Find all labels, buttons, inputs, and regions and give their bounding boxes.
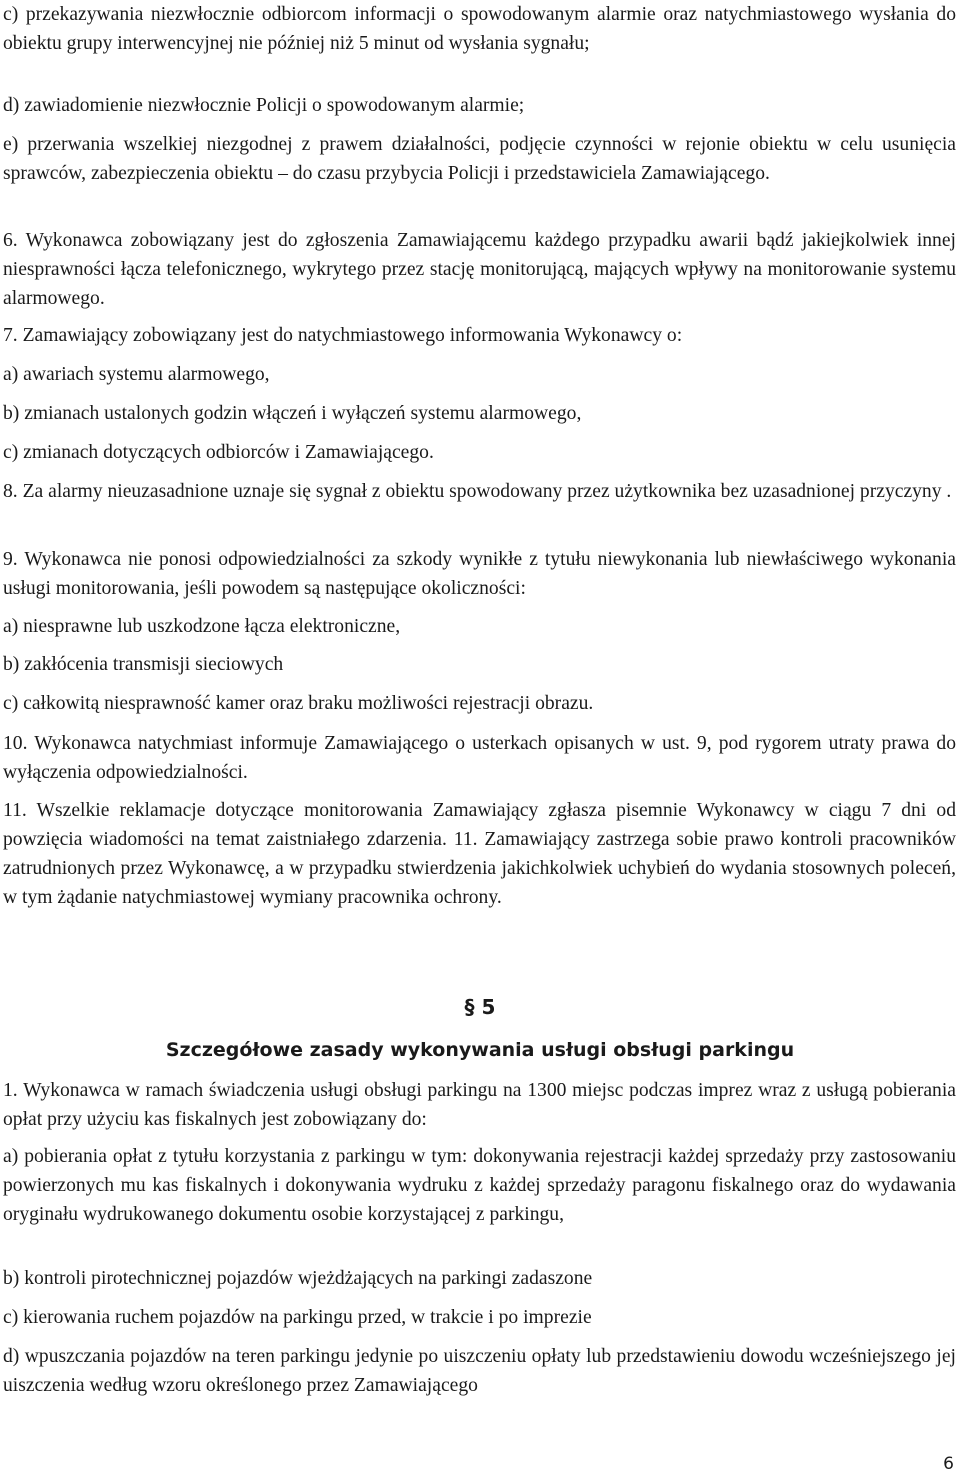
paragraph-9c: c) całkowitą niesprawność kamer oraz braku możliwości rejestracji obrazu. xyxy=(3,693,594,714)
paragraph-c-alarm-notification: c) przekazywania niezwłocznie odbiorcom informacji o spowodowanym alarmie oraz natychmiastowego wysłania do obiektu grupy interwencyjnej nie później niż 5 minut od wysłania sygnału; xyxy=(3,4,956,54)
paragraph-e-interrupt-activity: e) przerwania wszelkiej niezgodnej z prawem działalności, podjęcie czynności w rejonie obiektu w celu usunięcia sprawców, zabezpieczenia obiektu – do czasu przybycia Policji i przedstawiciela Zamawiającego. xyxy=(3,134,956,184)
page-number: 6 xyxy=(943,1454,954,1474)
paragraph-7: 7. Zamawiający zobowiązany jest do natychmiastowego informowania Wykonawcy o: xyxy=(3,325,683,346)
paragraph-8: 8. Za alarmy nieuzasadnione uznaje się sygnał z obiektu spowodowany przez użytkownika bez uzasadnionej przyczyny . xyxy=(3,481,952,502)
section-sign: § 5 xyxy=(464,995,496,1019)
paragraph-7c: c) zmianach dotyczących odbiorców i Zamawiającego. xyxy=(3,442,434,463)
paragraph-6: 6. Wykonawca zobowiązany jest do zgłoszenia Zamawiającemu każdego przypadku awarii bądź jakiejkolwiek innej niesprawności łącza telefonicznego, wykrytego przez stację monitorującą, mających wpływy na monitorowanie systemu alarmowego. xyxy=(3,230,956,309)
paragraph-9: 9. Wykonawca nie ponosi odpowiedzialności za szkody wynikłe z tytułu niewykonania lub niewłaściwego wykonania usługi monitorowania, jeśli powodem są następujące okoliczności: xyxy=(3,549,956,599)
paragraph-9a: a) niesprawne lub uszkodzone łącza elektroniczne, xyxy=(3,616,401,637)
paragraph-d-police-notification: d) zawiadomienie niezwłocznie Policji o spowodowanym alarmie; xyxy=(3,95,525,116)
paragraph-sc: c) kierowania ruchem pojazdów na parkingu przed, w trakcie i po imprezie xyxy=(3,1307,592,1328)
section-title: Szczegółowe zasady wykonywania usługi obsługi parkingu xyxy=(165,1039,795,1061)
paragraph-sa: a) pobierania opłat z tytułu korzystania z parkingu w tym: dokonywania rejestracji każdej sprzedaży przy zastosowaniu powierzonych mu kas fiskalnych i dokonywania wydruku z każdej sprzedaży paragonu fiskalnego oraz do wydawania oryginału wydrukowanego dokumentu osobie korzystającej z parkingu, xyxy=(3,1146,956,1225)
paragraph-7b: b) zmianach ustalonych godzin włączeń i wyłączeń systemu alarmowego, xyxy=(3,403,582,424)
paragraph-sb: b) kontroli pirotechnicznej pojazdów wjeżdżających na parkingi zadaszone xyxy=(3,1268,593,1289)
paragraph-10: 10. Wykonawca natychmiast informuje Zamawiającego o usterkach opisanych w ust. 9, pod rygorem utraty prawa do wyłączenia odpowiedzialności. xyxy=(3,733,956,783)
paragraph-s1: 1. Wykonawca w ramach świadczenia usługi obsługi parkingu na 1300 miejsc podczas imprez wraz z usługą pobierania opłat przy użyciu kas fiskalnych jest zobowiązany do: xyxy=(3,1080,956,1130)
paragraph-9b: b) zakłócenia transmisji sieciowych xyxy=(3,654,284,675)
paragraph-11: 11. Wszelkie reklamacje dotyczące monitorowania Zamawiający zgłasza pisemnie Wykonawcy w ciągu 7 dni od powzięcia wiadomości na temat zaistniałego zdarzenia. 11. Zamawiający zastrzega sobie prawo kontroli pracowników zatrudnionych przez Wykonawcę, a w przypadku stwierdzenia jakichkolwiek uchybień do wydania stosownych poleceń, w tym żądanie natychmiastowej wymiany pracownika ochrony. xyxy=(3,800,956,908)
paragraph-sd: d) wpuszczania pojazdów na teren parkingu jedynie po uiszczeniu opłaty lub przedstawieniu dowodu wcześniejszego jej uiszczenia według wzoru określonego przez Zamawiającego xyxy=(3,1346,956,1396)
paragraph-7a: a) awariach systemu alarmowego, xyxy=(3,364,270,385)
